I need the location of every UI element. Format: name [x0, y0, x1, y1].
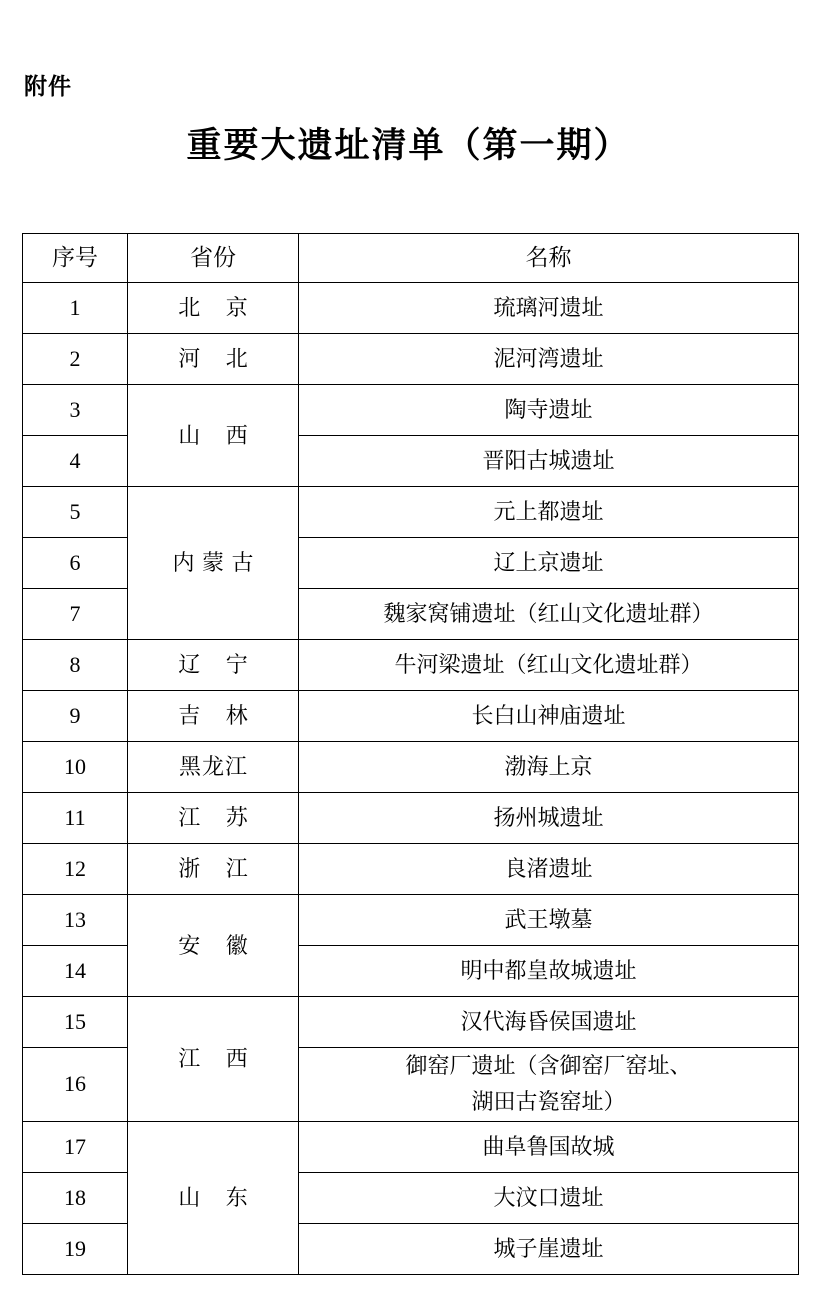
cell-province	[128, 844, 299, 895]
cell-no: 14	[23, 946, 128, 997]
cell-no: 17	[23, 1121, 128, 1172]
cell-name: 明中都皇故城遗址	[299, 946, 799, 997]
cell-no: 3	[23, 385, 128, 436]
cell-no: 7	[23, 589, 128, 640]
cell-province	[128, 793, 299, 844]
cell-no: 2	[23, 334, 128, 385]
table-row	[23, 487, 799, 538]
table-row	[23, 742, 799, 793]
cell-no: 1	[23, 283, 128, 334]
cell-province	[128, 487, 299, 640]
cell-name: 琉璃河遗址	[299, 283, 799, 334]
province-label: 浙 江	[178, 856, 258, 882]
column-header-province: 省份	[128, 234, 299, 283]
cell-name: 大汶口遗址	[299, 1172, 799, 1223]
table-row	[23, 1121, 799, 1172]
province-label: 江 苏	[178, 805, 258, 831]
cell-no: 11	[23, 793, 128, 844]
cell-no: 12	[23, 844, 128, 895]
cell-name: 良渚遗址	[299, 844, 799, 895]
cell-name: 渤海上京	[299, 742, 799, 793]
province-label: 河 北	[178, 346, 258, 372]
page-title: 重要大遗址清单（第一期）	[186, 126, 631, 165]
cell-name: 城子崖遗址	[299, 1223, 799, 1274]
cell-name: 牛河梁遗址（红山文化遗址群）	[299, 640, 799, 691]
cell-province	[128, 640, 299, 691]
heritage-site-table	[22, 233, 799, 1275]
cell-name: 武王墩墓	[299, 895, 799, 946]
province-label: 黑龙江	[178, 754, 248, 780]
column-header-no: 序号	[23, 234, 128, 283]
table-row	[23, 334, 799, 385]
province-label: 吉 林	[178, 703, 258, 729]
cell-no: 4	[23, 436, 128, 487]
cell-name: 辽上京遗址	[299, 538, 799, 589]
table-header-row	[23, 234, 799, 283]
table-row	[23, 997, 799, 1048]
cell-province	[128, 997, 299, 1122]
attachment-label: 附件	[24, 73, 72, 99]
table-row	[23, 385, 799, 436]
cell-name: 晋阳古城遗址	[299, 436, 799, 487]
cell-name: 魏家窝铺遗址（红山文化遗址群）	[299, 589, 799, 640]
province-label: 安 徽	[178, 932, 258, 958]
province-label: 江 西	[178, 1045, 258, 1071]
cell-province	[128, 895, 299, 997]
table-row	[23, 895, 799, 946]
table-row	[23, 793, 799, 844]
cell-name: 扬州城遗址	[299, 793, 799, 844]
cell-no: 19	[23, 1223, 128, 1274]
column-header-name: 名称	[299, 234, 799, 283]
table-row	[23, 844, 799, 895]
cell-province	[128, 742, 299, 793]
province-label: 辽 宁	[178, 652, 258, 678]
site-name-line-1: 御窑厂遗址（含御窑厂窑址、	[405, 1053, 692, 1078]
cell-name: 元上都遗址	[299, 487, 799, 538]
cell-no: 18	[23, 1172, 128, 1223]
province-label: 山 西	[178, 422, 258, 448]
cell-name: 陶寺遗址	[299, 385, 799, 436]
cell-province	[128, 283, 299, 334]
cell-name: 汉代海昏侯国遗址	[299, 997, 799, 1048]
cell-no: 15	[23, 997, 128, 1048]
cell-province	[128, 691, 299, 742]
cell-no: 13	[23, 895, 128, 946]
cell-name: 曲阜鲁国故城	[299, 1121, 799, 1172]
cell-province	[128, 334, 299, 385]
cell-province	[128, 385, 299, 487]
cell-no: 10	[23, 742, 128, 793]
province-label: 内 蒙 古	[172, 550, 255, 576]
table-row	[23, 691, 799, 742]
cell-no: 8	[23, 640, 128, 691]
cell-no: 6	[23, 538, 128, 589]
site-name-line-2: 湖田古瓷窑址）	[471, 1089, 626, 1115]
cell-name	[299, 1048, 799, 1122]
table-row	[23, 640, 799, 691]
cell-province	[128, 1121, 299, 1274]
cell-no: 9	[23, 691, 128, 742]
province-label: 北 京	[178, 295, 258, 321]
cell-no: 16	[23, 1048, 128, 1122]
cell-no: 5	[23, 487, 128, 538]
cell-name: 长白山神庙遗址	[299, 691, 799, 742]
province-label: 山 东	[178, 1184, 258, 1210]
cell-name: 泥河湾遗址	[299, 334, 799, 385]
table-header	[23, 234, 799, 283]
table-body	[23, 283, 799, 1275]
table-row	[23, 283, 799, 334]
